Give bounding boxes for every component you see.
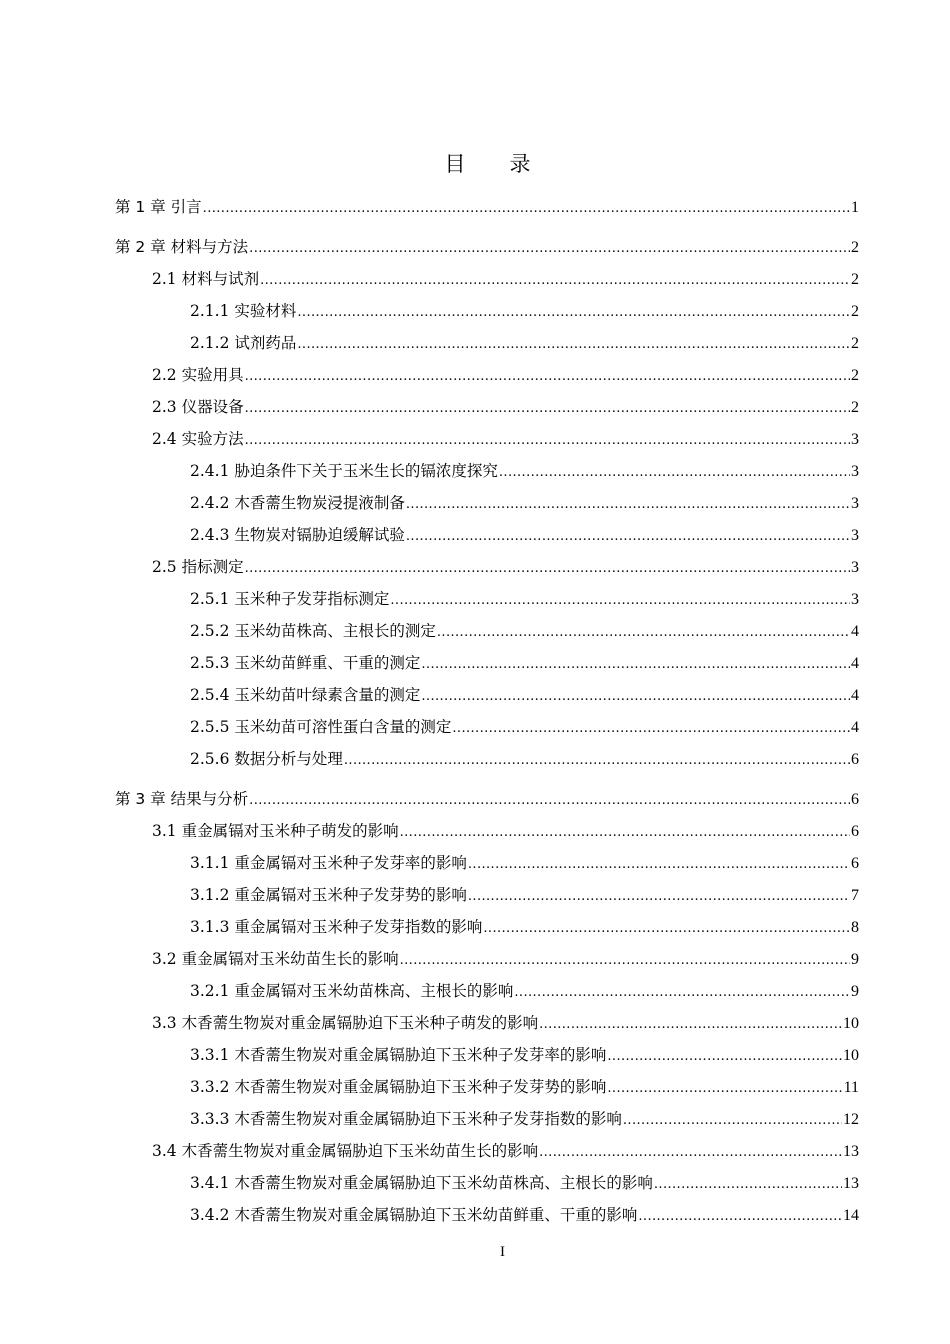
toc-dot-leader — [452, 716, 850, 740]
toc-entry-page: 2 — [851, 271, 859, 288]
toc-entry-page: 12 — [843, 1111, 859, 1128]
toc-entry-label: 2.1 材料与试剂 — [152, 270, 260, 288]
toc-entry[interactable] — [115, 196, 859, 220]
toc-entry[interactable] — [190, 716, 859, 740]
toc-entry-page: 9 — [851, 983, 859, 1000]
toc-dot-leader — [468, 884, 850, 908]
toc-entry-label: 2.3 仪器设备 — [152, 398, 244, 416]
toc-entry-page: 3 — [851, 463, 859, 480]
toc-entry-label: 3.1.3 重金属镉对玉米种子发芽指数的影响 — [190, 918, 483, 936]
toc-entry[interactable] — [190, 1044, 859, 1068]
toc-entry[interactable] — [190, 300, 859, 324]
toc-entry-page: 3 — [851, 559, 859, 576]
toc-entry[interactable] — [190, 1204, 859, 1228]
toc-entry-label: 3.1 重金属镉对玉米种子萌发的影响 — [152, 822, 399, 840]
toc-dot-leader — [499, 460, 850, 484]
toc-entry-page: 2 — [851, 239, 859, 256]
toc-entry[interactable] — [190, 884, 859, 908]
toc-entry-label: 2.1.2 试剂药品 — [190, 334, 297, 352]
toc-entry-label: 3.3.1 木香薷生物炭对重金属镉胁迫下玉米种子发芽率的影响 — [190, 1046, 607, 1064]
toc-dot-leader — [623, 1108, 842, 1132]
toc-entry-page: 3 — [851, 431, 859, 448]
toc-dot-leader — [539, 1140, 842, 1164]
toc-dot-leader — [245, 556, 850, 580]
toc-entry-label: 2.4 实验方法 — [152, 430, 244, 448]
toc-entry-label: 3.4 木香薷生物炭对重金属镉胁迫下玉米幼苗生长的影响 — [152, 1142, 539, 1160]
page-number-footer: I — [500, 1244, 505, 1260]
toc-entry-label: 第 1 章 引言 — [115, 198, 202, 216]
toc-entry-label: 第 2 章 材料与方法 — [115, 238, 249, 256]
toc-entry-label: 第 3 章 结果与分析 — [115, 790, 249, 808]
toc-entry-label: 2.4.2 木香薷生物炭浸提液制备 — [190, 494, 405, 512]
toc-entry-page: 10 — [843, 1047, 859, 1064]
toc-entry[interactable] — [190, 1076, 859, 1100]
toc-entry[interactable] — [152, 556, 859, 580]
toc-entry-page: 2 — [851, 335, 859, 352]
toc-entry-page: 6 — [851, 751, 859, 768]
toc-entry-label: 3.1.2 重金属镉对玉米种子发芽势的影响 — [190, 886, 467, 904]
toc-dot-leader — [406, 524, 850, 548]
toc-entry-label: 3.2.1 重金属镉对玉米幼苗株高、主根长的影响 — [190, 982, 514, 1000]
toc-entry[interactable] — [190, 980, 859, 1004]
toc-entry[interactable] — [190, 492, 859, 516]
toc-entry[interactable] — [115, 236, 859, 260]
toc-entry-page: 4 — [851, 655, 859, 672]
toc-entry-label: 2.1.1 实验材料 — [190, 302, 297, 320]
toc-entry-label: 2.5.2 玉米幼苗株高、主根长的测定 — [190, 622, 436, 640]
toc-dot-leader — [607, 1076, 842, 1100]
toc-entry-page: 4 — [851, 623, 859, 640]
toc-entry-label: 2.2 实验用具 — [152, 366, 244, 384]
toc-dot-leader — [638, 1204, 842, 1228]
toc-dot-leader — [297, 300, 850, 324]
toc-entry-label: 2.4.1 胁迫条件下关于玉米生长的镉浓度探究 — [190, 462, 498, 480]
toc-dot-leader — [421, 684, 850, 708]
toc-entry-page: 10 — [843, 1015, 859, 1032]
toc-entry-page: 2 — [851, 303, 859, 320]
toc-entry[interactable] — [152, 1012, 859, 1036]
toc-dot-leader — [260, 268, 850, 292]
toc-entry[interactable] — [152, 396, 859, 420]
toc-dot-leader — [406, 492, 850, 516]
toc-dot-leader — [437, 620, 850, 644]
toc-entry[interactable] — [190, 684, 859, 708]
toc-entry-label: 2.5.4 玉米幼苗叶绿素含量的测定 — [190, 686, 421, 704]
toc-entry-page: 3 — [851, 591, 859, 608]
toc-entry[interactable] — [190, 460, 859, 484]
toc-entry-page: 6 — [851, 823, 859, 840]
toc-entry-label: 3.3 木香薷生物炭对重金属镉胁迫下玉米种子萌发的影响 — [152, 1014, 539, 1032]
toc-dot-leader — [421, 652, 850, 676]
toc-entry-page: 14 — [843, 1207, 859, 1224]
toc-entry[interactable] — [152, 948, 859, 972]
toc-entry-page: 6 — [851, 855, 859, 872]
toc-dot-leader — [249, 788, 850, 812]
toc-dot-leader — [245, 364, 850, 388]
toc-entry[interactable] — [152, 1140, 859, 1164]
toc-dot-leader — [203, 196, 850, 220]
toc-dot-leader — [249, 236, 850, 260]
toc-dot-leader — [390, 588, 850, 612]
title-char-1: 目 — [444, 152, 466, 176]
toc-entry[interactable] — [190, 524, 859, 548]
toc-entry-page: 3 — [851, 527, 859, 544]
toc-entry-label: 3.4.2 木香薷生物炭对重金属镉胁迫下玉米幼苗鲜重、干重的影响 — [190, 1206, 638, 1224]
toc-dot-leader — [245, 396, 850, 420]
toc-entry[interactable] — [190, 916, 859, 940]
toc-entry-label: 2.5.3 玉米幼苗鲜重、干重的测定 — [190, 654, 421, 672]
toc-entry-page: 8 — [851, 919, 859, 936]
toc-dot-leader — [483, 916, 850, 940]
toc-entry[interactable] — [152, 268, 859, 292]
toc-entry[interactable] — [190, 748, 859, 772]
toc-entry-page: 2 — [851, 367, 859, 384]
toc-entry-label: 3.3.2 木香薷生物炭对重金属镉胁迫下玉米种子发芽势的影响 — [190, 1078, 607, 1096]
toc-entry[interactable] — [190, 1172, 859, 1196]
toc-entry-page: 7 — [851, 887, 859, 904]
toc-entry-page: 4 — [851, 687, 859, 704]
toc-entry-page: 13 — [843, 1175, 859, 1192]
toc-dot-leader — [245, 428, 850, 452]
toc-entry-label: 2.5.5 玉米幼苗可溶性蛋白含量的测定 — [190, 718, 452, 736]
toc-entry[interactable] — [190, 588, 859, 612]
toc-entry-page: 11 — [843, 1079, 859, 1096]
toc-dot-leader — [607, 1044, 842, 1068]
toc-dot-leader — [514, 980, 850, 1004]
toc-entry-page: 1 — [851, 199, 859, 216]
toc-entry-page: 9 — [851, 951, 859, 968]
toc-entry[interactable] — [190, 1108, 859, 1132]
toc-dot-leader — [654, 1172, 842, 1196]
toc-entry-label: 3.1.1 重金属镉对玉米种子发芽率的影响 — [190, 854, 467, 872]
toc-dot-leader — [400, 820, 850, 844]
toc-entry[interactable] — [190, 620, 859, 644]
toc-dot-leader — [400, 948, 850, 972]
toc-entry-label: 2.5 指标测定 — [152, 558, 244, 576]
toc-entry-page: 4 — [851, 719, 859, 736]
toc-dot-leader — [468, 852, 850, 876]
toc-dot-leader — [539, 1012, 842, 1036]
toc-entry-label: 3.4.1 木香薷生物炭对重金属镉胁迫下玉米幼苗株高、主根长的影响 — [190, 1174, 653, 1192]
toc-entry[interactable] — [152, 364, 859, 388]
toc-dot-leader — [344, 748, 850, 772]
toc-entry[interactable] — [152, 428, 859, 452]
toc-entry-page: 13 — [843, 1143, 859, 1160]
toc-entry-page: 2 — [851, 399, 859, 416]
toc-entry[interactable] — [190, 852, 859, 876]
toc-dot-leader — [297, 332, 850, 356]
toc-entry-label: 3.3.3 木香薷生物炭对重金属镉胁迫下玉米种子发芽指数的影响 — [190, 1110, 622, 1128]
toc-entry-page: 6 — [851, 791, 859, 808]
toc-entry-label: 2.5.6 数据分析与处理 — [190, 750, 343, 768]
toc-entry-label: 2.4.3 生物炭对镉胁迫缓解试验 — [190, 526, 405, 544]
toc-entry[interactable] — [115, 788, 859, 812]
title-char-2: 录 — [509, 152, 531, 176]
toc-entry[interactable] — [152, 820, 859, 844]
toc-entry-label: 2.5.1 玉米种子发芽指标测定 — [190, 590, 390, 608]
toc-entry-page: 3 — [851, 495, 859, 512]
toc-entry-label: 3.2 重金属镉对玉米幼苗生长的影响 — [152, 950, 399, 968]
toc-entry[interactable] — [190, 652, 859, 676]
toc-entry[interactable] — [190, 332, 859, 356]
